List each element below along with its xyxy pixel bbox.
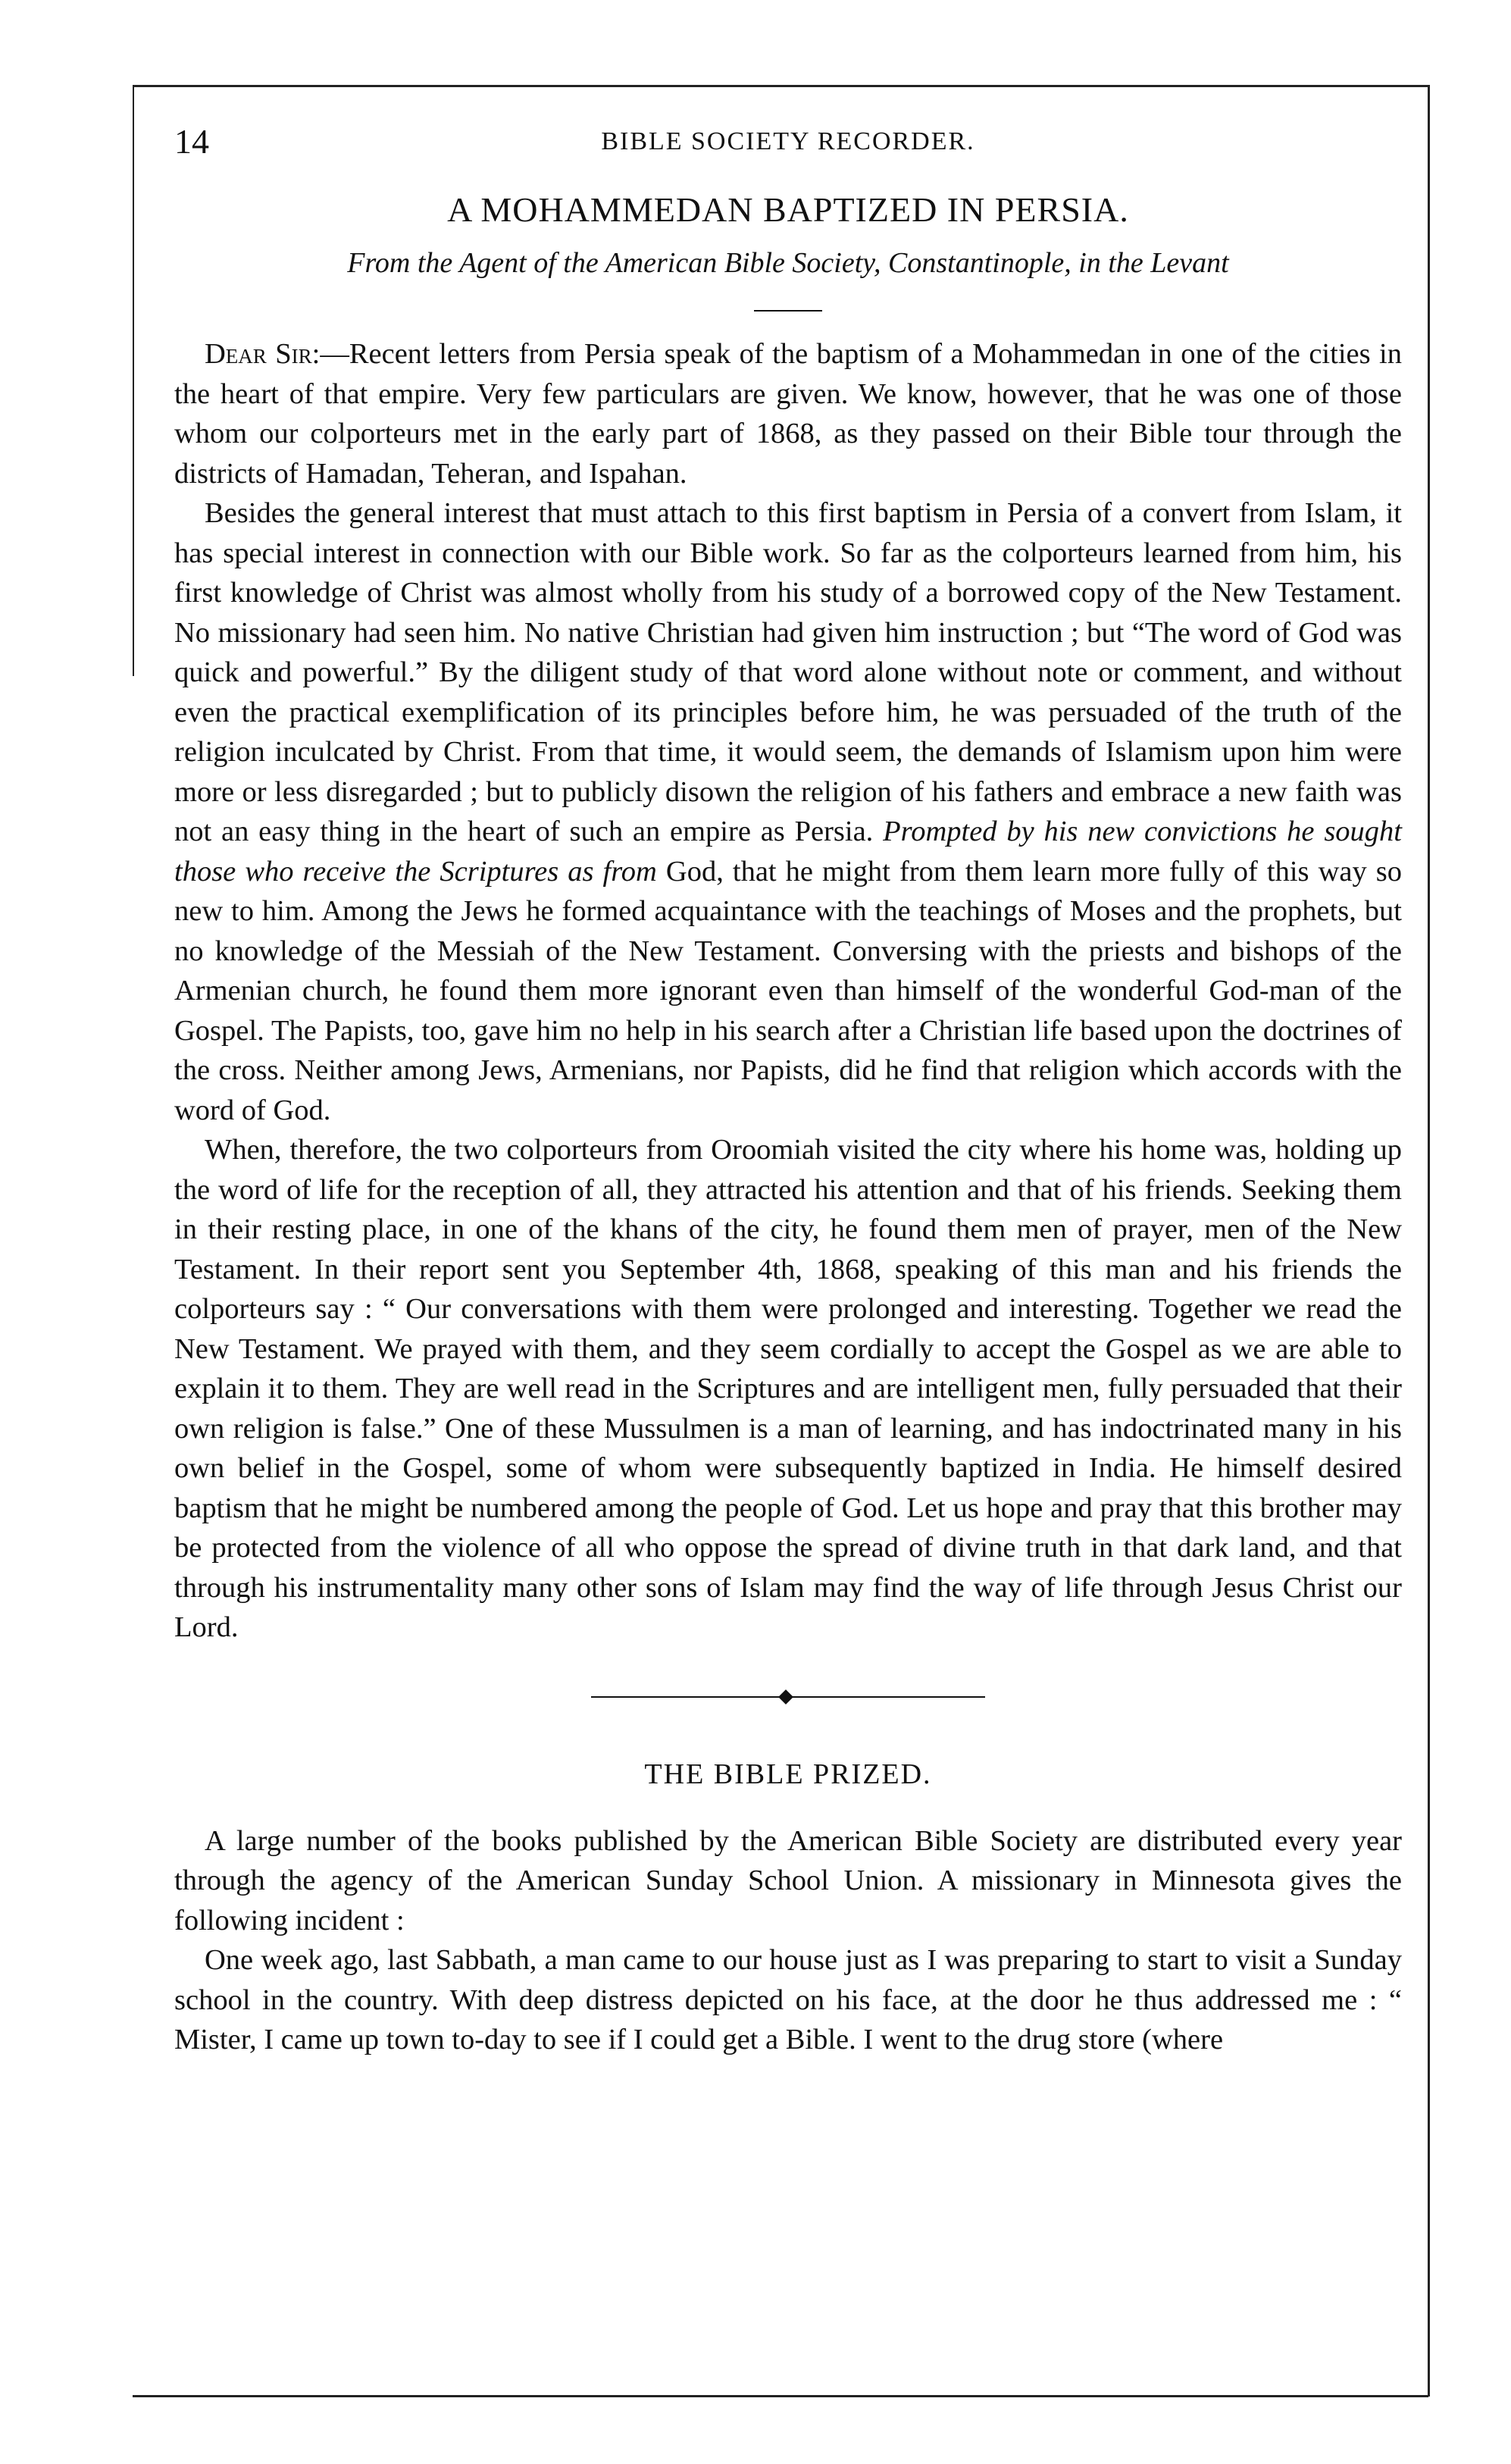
section-title: THE BIBLE PRIZED. xyxy=(644,1758,932,1790)
paragraph xyxy=(174,334,1402,493)
short-rule xyxy=(754,310,822,312)
page-frame-right-rule xyxy=(1428,85,1430,2397)
divider-diamond-icon xyxy=(778,1689,793,1705)
running-head xyxy=(174,114,1402,167)
paragraph-text: God, that he might from them learn more fully of this way so new to him. Among the Jews he formed acquaintance with the teachings of Moses and the prophets, but no knowledge of the Messiah of the New Testament. Conversing with the priests and bishops of the Armenian church, he found them more ignorant even than himself of the wonderful God-man of the Gospel. The Papists, too, gave him no help in his search after a Christian life based upon the doctrines of the cross. Neither among Jews, Armenians, nor Papists, did he find that religion which accords with the word of God. xyxy=(174,855,1402,1126)
page-content xyxy=(174,114,1402,2060)
article-title: A MOHAMMEDAN BAPTIZED IN PERSIA. xyxy=(447,190,1129,229)
paragraph-text: A large number of the books published by the American Bible Society are distributed every year through the agency of the American Sunday School Union. A missionary in Minnesota gives the following incident : xyxy=(174,1824,1402,1936)
paragraph xyxy=(174,493,1402,1130)
paragraph-text: When, therefore, the two colporteurs from Oroomiah visited the city where his home was, holding up the word of life for the reception of all, they attracted his attention and that of his friends. Seeking them in their resting place, in one of the khans of the city, he found them men of prayer, men of the New Testament. In their report sent you September 4th, 1868, speaking of this man and his friends the colporteurs say : “ Our conversations with them were prolonged and interesting. Together we read the New Testament. We prayed with them, and they seem cordially to accept the Gospel as we are able to explain it to them. They are well read in the Scriptures and are intelligent men, fully persuaded that their own religion is false.” One of these Mussulmen is a man of learning, and has indoctrinated many in his own belief in the Gospel, some of whom were subsequently baptized in India. He himself desired baptism that he might be numbered among the people of God. Let us hope and pray that this brother may be protected from the violence of all who oppose the spread of divine truth in that dark land, and that through his instrumentality many other sons of Islam may find the way of life through Jesus Christ our Lord. xyxy=(174,1134,1402,1643)
paragraph xyxy=(174,1821,1402,1941)
page-frame-left-rule xyxy=(133,85,134,676)
paragraph xyxy=(174,1130,1402,1648)
section-divider-ornament xyxy=(591,1689,985,1705)
page-number: 14 xyxy=(174,122,209,161)
section-body xyxy=(174,1821,1402,2060)
running-title: BIBLE SOCIETY RECORDER. xyxy=(601,127,975,155)
page-frame-bottom-rule xyxy=(133,2395,1428,2397)
article-body xyxy=(174,334,1402,1648)
article-byline: From the Agent of the American Bible Society, Constantinople, in the Levant xyxy=(347,247,1229,279)
salutation: Dear Sir xyxy=(205,338,312,370)
paragraph-text: :—Recent letters from Persia speak of the baptism of a Mohammedan in one of the cities in the heart of that empire. Very few particulars are given. We know, however, that he was one of those whom our colporteurs met in the early part of 1868, as they passed on their Bible tour through the districts of Hamadan, Teheran, and Ispahan. xyxy=(174,338,1402,490)
italic-phrase: Prompted by his new convictions he sought those who receive the Scriptures as from xyxy=(174,816,1402,888)
paragraph-text: One week ago, last Sabbath, a man came to our house just as I was preparing to start to visit a Sunday school in the country. With deep distress depicted on his face, at the door he thus addressed me : “ Mister, I came up town to-day to see if I could get a Bible. I went to the drug store (where xyxy=(174,1944,1402,2055)
paragraph-text: Besides the general interest that must attach to this first baptism in Persia of a convert from Islam, it has special interest in connection with our Bible work. So far as the colporteurs learned from him, his first knowledge of Christ was almost wholly from his study of a borrowed copy of the New Testament. No missionary had seen him. No native Christian had given him instruction ; but “The word of God was quick and powerful.” By the diligent study of that word alone without note or comment, and without even the practical exemplification of its principles before him, he was persuaded of the truth of the religion inculcated by Christ. From that time, it would seem, the demands of Islamism upon him were more or less disregarded ; but to publicly disown the religion of his fathers and embrace a new faith was not an easy thing in the heart of such an empire as Persia. xyxy=(174,497,1402,847)
paragraph xyxy=(174,1940,1402,2060)
page-frame-top-rule xyxy=(133,85,1428,87)
